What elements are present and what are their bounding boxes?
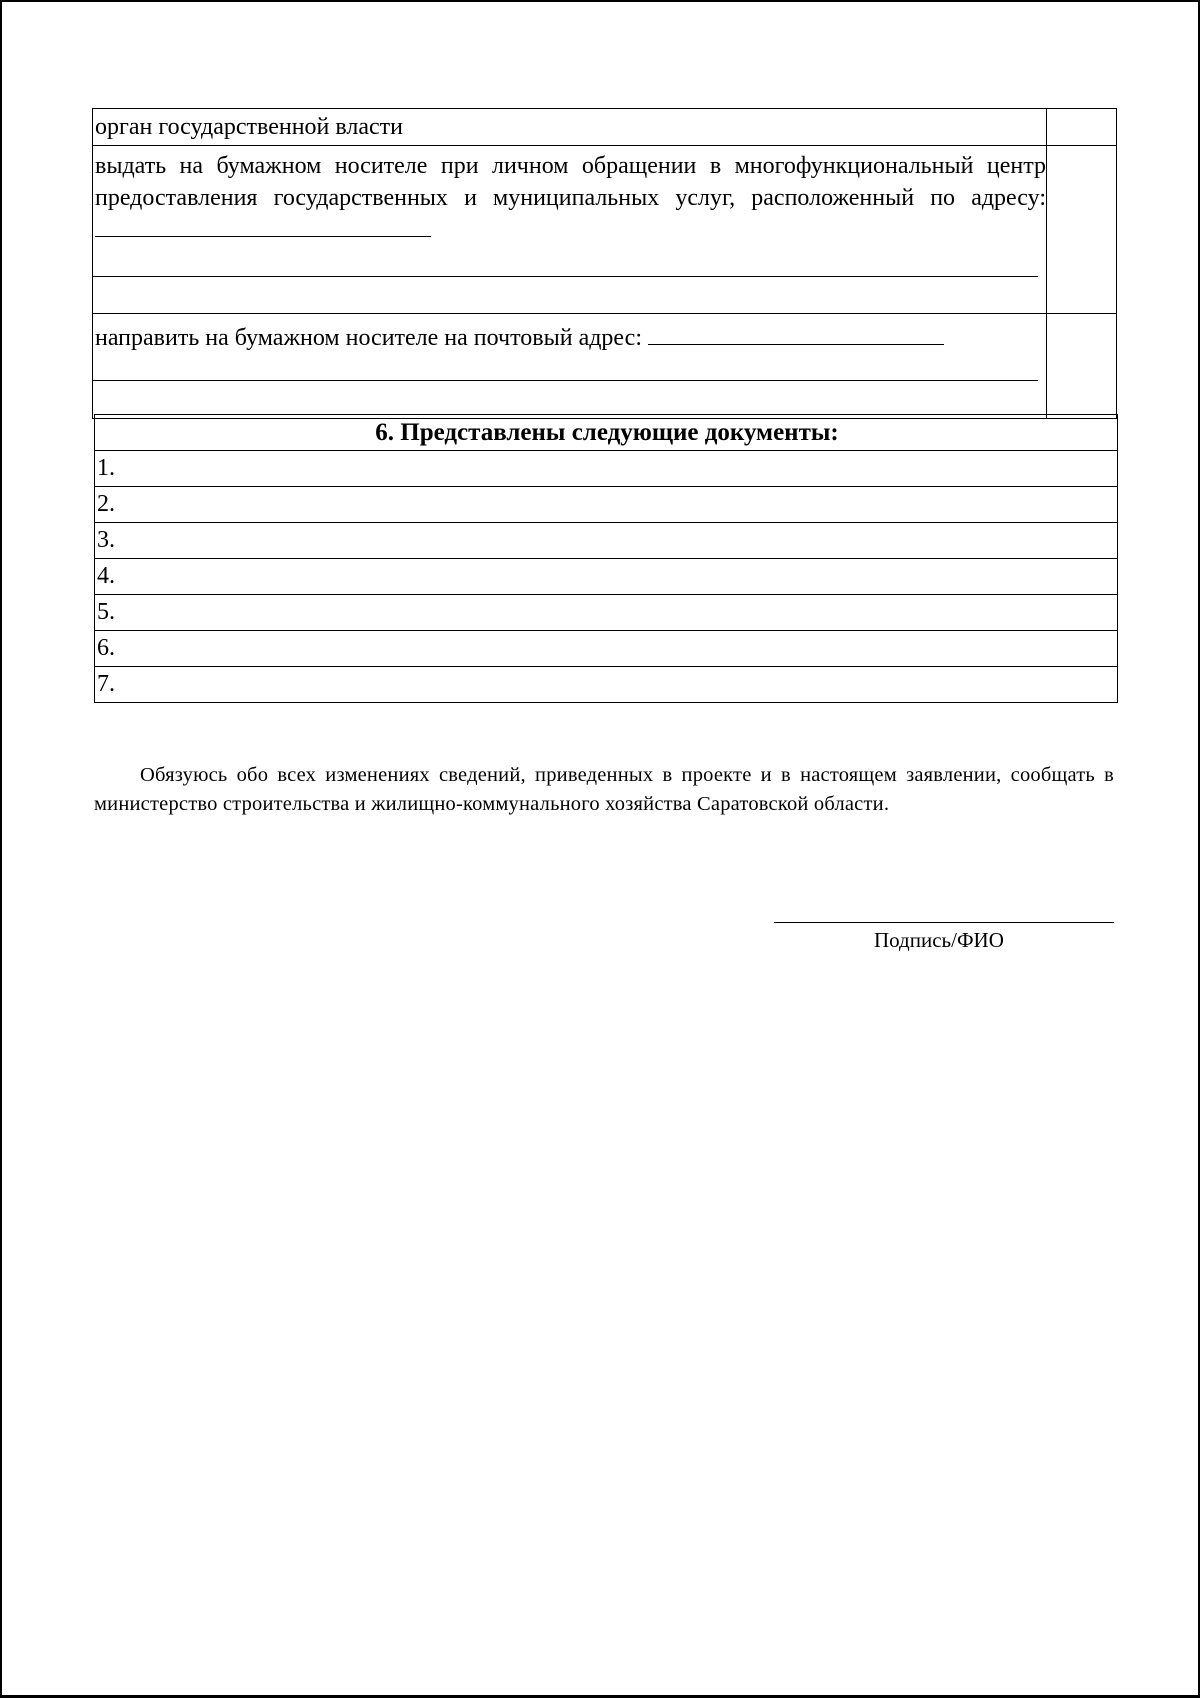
signature-caption: Подпись/ФИО	[874, 928, 1004, 952]
document-item-number[interactable]: 4.	[95, 559, 1118, 595]
post-address-field[interactable]	[648, 324, 944, 345]
document-row	[95, 631, 1118, 667]
document-row	[95, 487, 1118, 523]
delivery-option-post-text: направить на бумажном носителе на почтовый адрес:	[95, 325, 642, 351]
delivery-option-mfc-paragraph	[93, 146, 1046, 246]
scan-border-left	[0, 0, 2, 1698]
document-row	[95, 451, 1118, 487]
post-address-field-line2[interactable]	[93, 354, 1038, 381]
delivery-option-checkbox[interactable]	[1047, 314, 1117, 419]
document-item-number[interactable]: 5.	[95, 595, 1118, 631]
document-item-number[interactable]: 6.	[95, 631, 1118, 667]
delivery-option-checkbox[interactable]	[1047, 146, 1117, 314]
delivery-option-cell	[93, 146, 1047, 314]
delivery-row-mfc	[93, 146, 1117, 314]
delivery-option-post-paragraph	[93, 314, 1046, 354]
delivery-row-organ	[93, 109, 1117, 146]
mfc-address-blank	[93, 277, 1046, 313]
obligation-paragraph: Обязуюсь обо всех изменениях сведений, приведенных в проекте и в настоящем заявлении, сообщать в министерство строительства и жилищно-коммунального хозяйства Саратовской области.	[94, 763, 1114, 815]
delivery-method-table	[92, 108, 1117, 419]
mfc-address-field[interactable]	[95, 216, 431, 237]
document-row	[95, 559, 1118, 595]
signature-field[interactable]	[774, 922, 1114, 923]
scan-border-top	[0, 0, 1200, 2]
document-item-number[interactable]: 2.	[95, 487, 1118, 523]
delivery-option-organ-text: орган государственной власти	[95, 114, 404, 140]
delivery-option-cell	[93, 314, 1047, 419]
delivery-row-post	[93, 314, 1117, 419]
document-row	[95, 595, 1118, 631]
delivery-option-checkbox[interactable]	[1047, 109, 1117, 146]
documents-heading-row	[95, 415, 1118, 451]
delivery-option-mfc-text: выдать на бумажном носителе при личном обращении в многофункциональный центр предоставления государственных и муниципальных услуг, расположенный по адресу:	[95, 153, 1046, 211]
document-item-number[interactable]: 1.	[95, 451, 1118, 487]
documents-heading: 6. Представлены следующие документы:	[95, 415, 1118, 451]
document-item-number[interactable]: 7.	[95, 667, 1118, 703]
mfc-address-field-line2[interactable]	[93, 246, 1038, 277]
document-item-number[interactable]: 3.	[95, 523, 1118, 559]
document-row	[95, 523, 1118, 559]
documents-table	[94, 414, 1118, 703]
delivery-option-cell	[93, 109, 1047, 146]
document-row	[95, 667, 1118, 703]
